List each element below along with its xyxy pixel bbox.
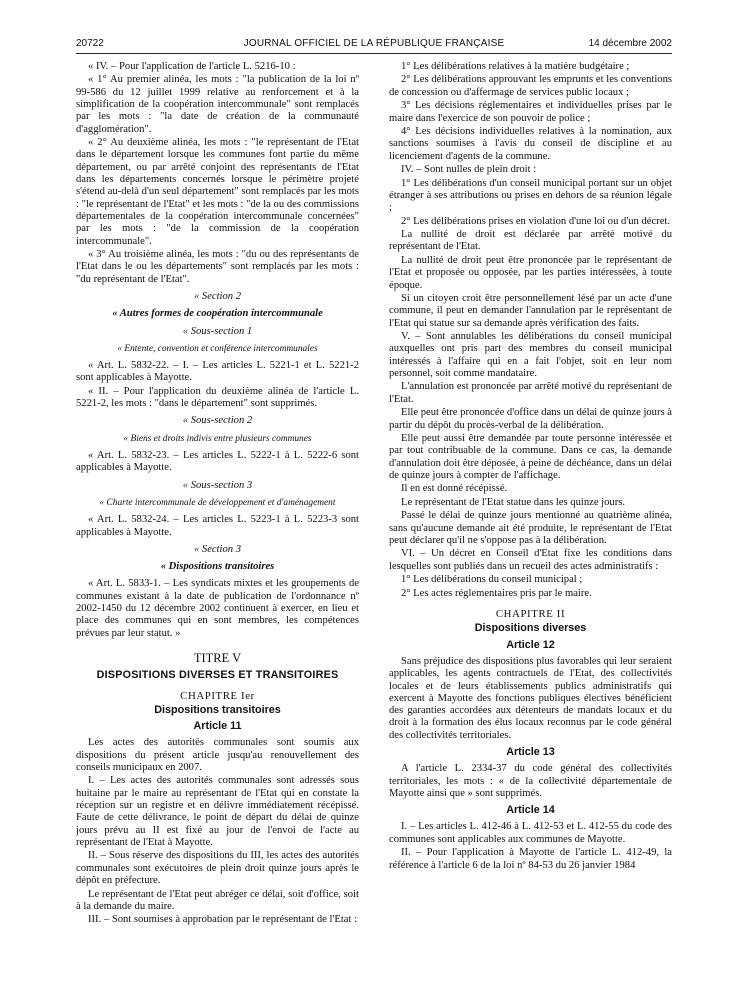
paragraph: La nullité de droit est déclarée par arrêté motivé du représentant de l'Etat. (389, 229, 672, 253)
paragraph: I. – Les actes des autorités communales sont adressés sous huitaine par le maire au représentant de l'Etat qui en constate la réception sur un registre et en délivre immédiatement récépissé. Faute de cette délivrance, le point de départ du délai de quinze jours prévu au II est fixé au jour de l'envoi de l'acte au représentant de l'Etat à Mayotte. (76, 775, 359, 848)
paragraph: Passé le délai de quinze jours mentionné au quatrième alinéa, sans qu'aucune demande ait été produite, le représentant de l'Etat peut déclarer qu'il ne s'oppose pas à la délibération. (389, 510, 672, 546)
paragraph: IV. – Sont nulles de plein droit : (401, 164, 537, 176)
chapter-heading: CHAPITRE Ier (180, 689, 255, 702)
section-title: « Autres formes de coopération intercommunale (112, 308, 323, 320)
subsection-heading: « Sous-section 1 (182, 325, 253, 337)
journal-title: JOURNAL OFFICIEL DE LA RÉPUBLIQUE FRANÇAISE (243, 38, 505, 49)
titre-heading: TITRE V (193, 650, 242, 665)
paragraph: 4° Les décisions individuelles relatives à la nomination, aux sanctions soumises à l'avis du conseil de discipline et au licenciement d'agents de la commune. (389, 126, 672, 162)
subsection-heading: « Sous-section 3 (182, 479, 253, 491)
paragraph: « Art. L. 5832-22. – I. – Les articles L. 5221-1 et L. 5221-2 sont applicables à Mayotte. (76, 360, 359, 384)
paragraph: « IV. – Pour l'application de l'article L. 5216-10 : (88, 61, 296, 72)
paragraph: Le représentant de l'Etat peut abréger ce délai, soit d'office, soit à la demande du maire. (76, 888, 359, 912)
paragraph: III. – Sont soumises à approbation par le représentant de l'Etat : (88, 914, 358, 926)
subsection-heading: « Sous-section 2 (182, 415, 253, 427)
paragraph: « II. – Pour l'application du deuxième alinéa de l'article L. 5221-2, les mots : "dans le département" sont supprimés. (76, 385, 359, 410)
issue-date: 14 décembre 2002 (588, 38, 672, 49)
paragraph: « Art. L. 5832-24. – Les articles L. 5223-1 à L. 5223-3 sont applicables à Mayotte. (76, 514, 359, 538)
page-number: 20722 (76, 38, 104, 49)
paragraph: 2° Les délibérations approuvant les emprunts et les conventions de concession ou d'affermage de services public locaux ; (389, 74, 672, 98)
chapter-heading: CHAPITRE II (495, 608, 566, 621)
paragraph: VI. – Un décret en Conseil d'Etat fixe les conditions dans lesquelles sont publiés dans un recueil des actes administratifs : (389, 548, 672, 572)
article-heading: Article 11 (193, 720, 242, 733)
paragraph: 1° Les délibérations du conseil municipal ; (401, 574, 583, 586)
paragraph: Elle peut être prononcée d'office dans un délai de quinze jours à partir du dépôt du procès-verbal de la délibération. (389, 407, 672, 431)
paragraph: V. – Sont annulables les délibérations du conseil municipal auxquelles ont pris part des membres du conseil municipal intéressés à l'affaire qui en a fait l'objet, soit en leur nom personnel, soit comme mandataire. (389, 331, 672, 379)
left-column (76, 61, 359, 928)
paragraph: « 1° Au premier alinéa, les mots : "la publication de la loi nº 99-586 du 12 juillet 1999 relative au renforcement et à la simplification de la coopération intercommunale" sont remplacés par les mots : "la date de création de la communauté d'agglomération". (76, 74, 359, 135)
paragraph: 1° Les délibérations relatives à la matière budgétaire ; (401, 61, 630, 72)
right-column (389, 61, 672, 873)
article-heading: Article 13 (506, 746, 555, 758)
header-rule (76, 53, 672, 54)
paragraph: « Art. L. 5833-1. – Les syndicats mixtes et les groupements de communes existant à la date de publication de l'ordonnance nº 2002-1450 du 12 décembre 2002 continuent à exercer, en lieu et place des communes qui en sont membres, les compétences prévues par leur statut. » (76, 578, 359, 639)
chapter-title: Dispositions diverses (474, 622, 587, 635)
paragraph: « 3° Au troisième alinéa, les mots : "du ou des représentants de l'Etat dans le ou les départements" sont remplacés par les mots : "du représentant de l'Etat". (76, 249, 359, 285)
paragraph: Sans préjudice des dispositions plus favorables qui leur seraient applicables, les agents contractuels de l'Etat, des collectivités locales et de leurs établissements publics administratifs qui exercent à Mayotte des fonctions publiques électives bénéficient des garanties accordées aux détenteurs de mandats locaux et du droit à la formation des élus locaux reconnus par le code général des collectivités territoriales. (389, 655, 672, 741)
paragraph: II. – Sous réserve des dispositions du III, les actes des autorités communales sont exécutoires de plein droit quinze jours après le dépôt en préfecture. (76, 850, 359, 887)
paragraph: Il en est donné récépissé. (401, 483, 508, 495)
subsection-title: « Biens et droits indivis entre plusieurs communes (123, 433, 312, 444)
paragraph: L'annulation est prononcée par arrêté motivé du représentant de l'Etat. (389, 381, 672, 405)
page-header (76, 38, 672, 54)
section-heading: « Section 3 (193, 543, 242, 555)
article-heading: Article 14 (506, 804, 555, 817)
paragraph: Les actes des autorités communales sont soumis aux dispositions du présent article jusqu'au renouvellement des conseils municipaux en 2007. (76, 737, 359, 773)
paragraph: La nullité de droit peut être prononcée par le représentant de l'Etat et proposée ou opposée, par les parties intéressées, à toute époque. (389, 254, 672, 291)
paragraph: A l'article L. 2334-37 du code général des collectivités territoriales, les mots : « de la collectivité départementale de Mayotte ainsi que » sont supprimés. (389, 763, 672, 799)
paragraph: « Art. L. 5832-23. – Les articles L. 5222-1 à L. 5222-6 sont applicables à Mayotte. (76, 450, 359, 474)
titre-title: DISPOSITIONS DIVERSES ET TRANSITOIRES (96, 669, 339, 682)
paragraph: Elle peut aussi être demandée par toute personne intéressée et par tout contribuable de la commune. Dans ce cas, la demande d'annulation doit être déposée, à peine de déchéance, dans un délai de quinze jours à compter de l'affichage. (389, 433, 672, 481)
paragraph: 3° Les décisions réglementaires et individuelles prises par le maire dans l'exercice de son pouvoir de police ; (389, 100, 672, 124)
subsection-title: « Entente, convention et conférence intercommunales (117, 343, 318, 354)
paragraph: Si un citoyen croit être personnellement lésé par un acte d'une commune, il peut en demander l'annulation par le représentant de l'Etat qui statue sur sa demande après vérification des faits. (389, 293, 672, 329)
paragraph: 2° Les actes réglementaires pris par le maire. (401, 587, 592, 599)
chapter-title: Dispositions transitoires (154, 703, 281, 716)
paragraph: 1° Les délibérations d'un conseil municipal portant sur un objet étranger à ses attributions ou prises en dehors de sa réunion légale ; (389, 177, 672, 214)
section-title: « Dispositions transitoires (160, 561, 275, 573)
paragraph: II. – Pour l'application à Mayotte de l'article L. 412-49, la référence à l'article 6 de la loi nº 84-53 du 26 janvier 1984 (389, 847, 672, 871)
paragraph: I. – Les articles L. 412-46 à L. 412-53 et L. 412-55 du code des communes sont applicables aux communes de Mayotte. (389, 821, 672, 845)
section-heading: « Section 2 (193, 290, 242, 302)
subsection-title: « Charte intercommunale de développement et d'aménagement (99, 497, 336, 508)
paragraph: Le représentant de l'Etat statue dans les quinze jours. (401, 496, 626, 508)
article-heading: Article 12 (506, 638, 555, 651)
paragraph: « 2° Au deuxième alinéa, les mots : "le représentant de l'Etat dans le département lorsque les communes font partie du même département, ou par arrêté conjoint des représentants de l'Etat dans les départements concernés lorsque le périmètre projeté s'étend au-delà d'un seul département" sont remplacés par les mots : "le représentant de l'Etat" et les mots : "de la ou des commissions départementales de la coopération intercommunale concernées" par les mots : "de la commission de la coopération intercommunale". (76, 137, 359, 247)
paragraph: 2° Les délibérations prises en violation d'une loi ou d'un décret. (401, 215, 671, 227)
